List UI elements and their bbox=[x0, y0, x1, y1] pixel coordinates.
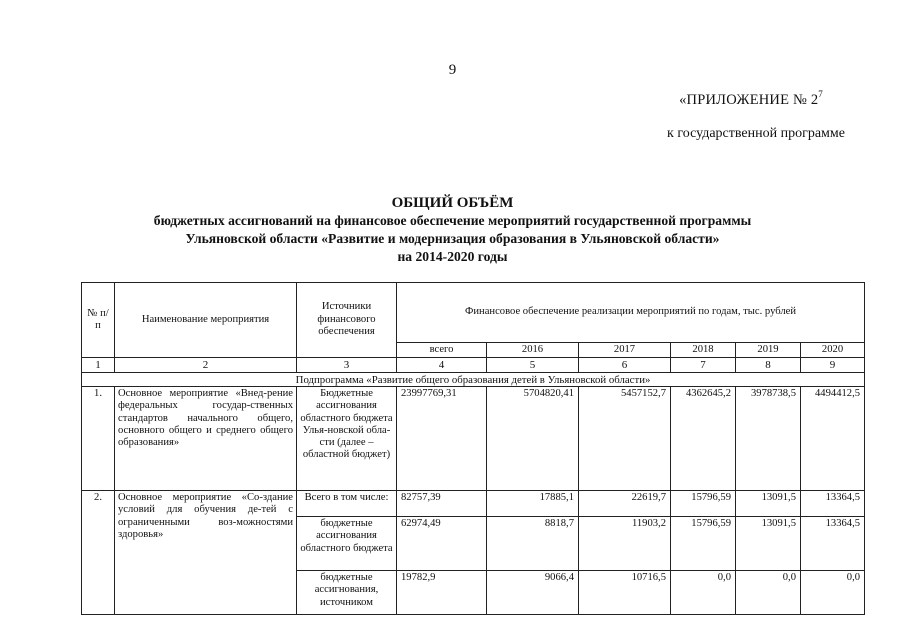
header-name: Наименование мероприятия bbox=[115, 283, 297, 358]
activity-name: Основное мероприятие «Со-здание условий для обучения де-тей с ограниченными воз-можностями здоровья» bbox=[115, 491, 297, 615]
column-number: 9 bbox=[801, 358, 865, 373]
table-row bbox=[82, 387, 865, 491]
appendix-text: «ПРИЛОЖЕНИЕ № 2 bbox=[679, 92, 819, 108]
amount-2020: 0,0 bbox=[801, 571, 865, 615]
header-source: Источники финансового обеспечения bbox=[297, 283, 397, 358]
activity-name: Основное мероприятие «Внед-рение федеральных государ-ственных стандартов начального общего, основного общего и среднего общего образования» bbox=[115, 387, 297, 491]
amount-2020: 4494412,5 bbox=[801, 387, 865, 491]
amount-2020: 13364,5 bbox=[801, 491, 865, 517]
column-number: 4 bbox=[397, 358, 487, 373]
amount-2016: 17885,1 bbox=[487, 491, 579, 517]
amount-2019: 0,0 bbox=[736, 571, 801, 615]
appendix-label bbox=[679, 89, 823, 109]
funding-source: бюджетные ассигнования, источником bbox=[297, 571, 397, 615]
amount-2019: 13091,5 bbox=[736, 491, 801, 517]
subprogram-title: Подпрограмма «Развитие общего образования детей в Ульяновской области» bbox=[82, 373, 865, 387]
appendix-reference: к государственной программе bbox=[667, 126, 845, 141]
amount-2017: 22619,7 bbox=[579, 491, 671, 517]
column-number: 8 bbox=[736, 358, 801, 373]
funding-source: бюджетные ассигнования областного бюджета bbox=[297, 517, 397, 571]
header-total: всего bbox=[397, 343, 487, 358]
header-year-2019: 2019 bbox=[736, 343, 801, 358]
amount-2018: 15796,59 bbox=[671, 491, 736, 517]
column-number: 7 bbox=[671, 358, 736, 373]
header-year-2020: 2020 bbox=[801, 343, 865, 358]
header-row-1 bbox=[82, 283, 865, 343]
header-year-2017: 2017 bbox=[579, 343, 671, 358]
amount-2017: 5457152,7 bbox=[579, 387, 671, 491]
document-subtitle-line-2: Ульяновской области «Развитие и модернизация образования в Ульяновской области» bbox=[185, 231, 720, 246]
amount-2019: 3978738,5 bbox=[736, 387, 801, 491]
subprogram-row bbox=[82, 373, 865, 387]
page-number: 9 bbox=[448, 62, 457, 78]
amount-total: 23997769,31 bbox=[397, 387, 487, 491]
amount-2018: 15796,59 bbox=[671, 517, 736, 571]
appendix-superscript: 7 bbox=[818, 89, 823, 99]
amount-2018: 0,0 bbox=[671, 571, 736, 615]
amount-2016: 5704820,41 bbox=[487, 387, 579, 491]
funding-source: Всего в том числе: bbox=[297, 491, 397, 517]
title-block bbox=[0, 194, 905, 266]
amount-2020: 13364,5 bbox=[801, 517, 865, 571]
amount-2018: 4362645,2 bbox=[671, 387, 736, 491]
amount-total: 62974,49 bbox=[397, 517, 487, 571]
amount-2016: 9066,4 bbox=[487, 571, 579, 615]
column-number: 6 bbox=[579, 358, 671, 373]
header-financing: Финансовое обеспечение реализации мероприятий по годам, тыс. рублей bbox=[397, 283, 865, 343]
column-number: 2 bbox=[115, 358, 297, 373]
amount-2016: 8818,7 bbox=[487, 517, 579, 571]
table-row bbox=[82, 491, 865, 517]
amount-2017: 11903,2 bbox=[579, 517, 671, 571]
row-number: 2. bbox=[82, 491, 115, 615]
budget-table bbox=[81, 282, 865, 615]
header-num: № п/п bbox=[82, 283, 115, 358]
funding-source: Бюджетные ассигнования областного бюджета Улья-новской обла-сти (далее – областной бюджет) bbox=[297, 387, 397, 491]
document-title: ОБЩИЙ ОБЪЁМ bbox=[391, 195, 514, 211]
amount-total: 82757,39 bbox=[397, 491, 487, 517]
amount-2017: 10716,5 bbox=[579, 571, 671, 615]
column-number-row bbox=[82, 358, 865, 373]
header-year-2016: 2016 bbox=[487, 343, 579, 358]
column-number: 5 bbox=[487, 358, 579, 373]
amount-total: 19782,9 bbox=[397, 571, 487, 615]
column-number: 1 bbox=[82, 358, 115, 373]
column-number: 3 bbox=[297, 358, 397, 373]
header-year-2018: 2018 bbox=[671, 343, 736, 358]
row-number: 1. bbox=[82, 387, 115, 491]
document-subtitle-line-1: бюджетных ассигнований на финансовое обеспечение мероприятий государственной программы bbox=[153, 213, 752, 228]
document-subtitle-line-3: на 2014-2020 годы bbox=[397, 249, 508, 264]
amount-2019: 13091,5 bbox=[736, 517, 801, 571]
